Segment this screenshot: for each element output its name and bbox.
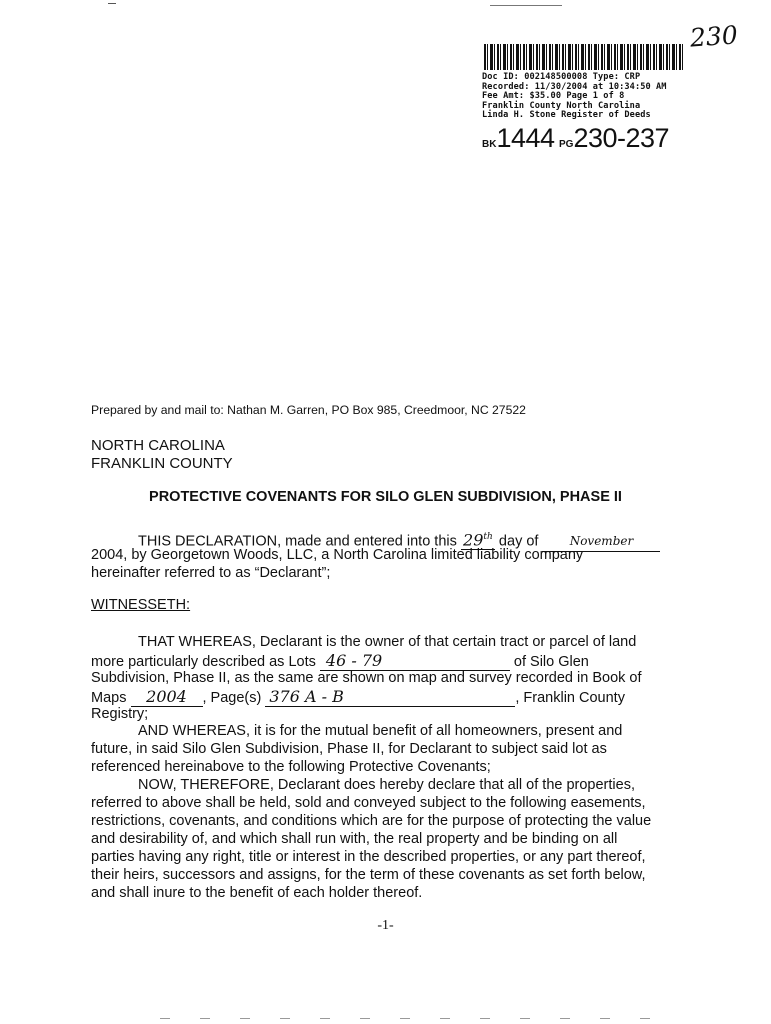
now-therefore-line-3: restrictions, covenants, and conditions which are for the purpose of protecting the value [91, 813, 652, 829]
handwritten-map-book: 2004 [131, 688, 203, 707]
declaration-line-2: 2004, by Georgetown Woods, LLC, a North Carolina limited liability company [91, 547, 584, 563]
now-therefore-line-2: referred to above shall be held, sold and conveyed subject to the following easements, [91, 795, 646, 811]
declaration-line-3: hereinafter referred to as “Declarant”; [91, 565, 331, 581]
now-therefore-line-4: and desirability of, and which shall run with, the real property and be binding on all [91, 831, 618, 847]
fee-line: Fee Amt: $35.00 Page 1 of 8 [482, 91, 625, 102]
and-whereas-line-2: future, in said Silo Glen Subdivision, Phase II, for Declarant to subject said lot as [91, 741, 607, 757]
page-label: PG [558, 139, 574, 150]
doc-id-line: Doc ID: 002148500008 Type: CRP [482, 72, 641, 82]
now-therefore-line-5: parties having any right, title or interest in the described properties, or any part thereof, [91, 849, 646, 865]
recording-stamp [482, 73, 752, 121]
handwritten-map-pages: 376 A - B [265, 688, 515, 707]
scan-mark [108, 3, 116, 4]
jurisdiction [91, 437, 233, 473]
book-label: BK [482, 139, 497, 150]
and-whereas-line-1: AND WHEREAS, it is for the mutual benefit of all homeowners, present and [138, 723, 623, 739]
state-name: NORTH CAROLINA [91, 437, 225, 454]
now-therefore-line-1: NOW, THEREFORE, Declarant does hereby declare that all of the properties, [138, 777, 635, 793]
handwritten-day: 29th [461, 529, 495, 550]
and-whereas-line-3: referenced hereinabove to the following Protective Covenants; [91, 759, 491, 775]
whereas-line-2: more particularly described as Lots 46 - 79 of Silo Glen [91, 651, 589, 670]
now-therefore-line-7: and shall inure to the benefit of each holder thereof. [91, 885, 423, 901]
witnesseth-heading: WITNESSETH: [91, 597, 191, 613]
whereas-line-3: Subdivision, Phase II, as the same are shown on map and survey recorded in Book of [91, 670, 642, 686]
page-number: -1- [377, 918, 394, 933]
book-number: 1444 [496, 123, 555, 153]
barcode [484, 44, 684, 70]
scan-noise [160, 1018, 680, 1019]
whereas-line-1: THAT WHEREAS, Declarant is the owner of that certain tract or parcel of land [138, 634, 637, 650]
handwritten-page-number: 230 [689, 20, 739, 53]
recorded-line: Recorded: 11/30/2004 at 10:34:50 AM [482, 81, 667, 92]
page-range: 230-237 [573, 123, 670, 153]
county-line: Franklin County North Carolina [482, 100, 641, 111]
whereas-line-5: Registry; [91, 706, 149, 722]
county-name: FRANKLIN COUNTY [91, 455, 233, 472]
scan-line [490, 5, 562, 6]
register-line: Linda H. Stone Register of Deeds [482, 110, 651, 121]
whereas-line-4: Maps 2004 , Page(s) 376 A - B , Franklin County [91, 687, 625, 706]
document-title: PROTECTIVE COVENANTS FOR SILO GLEN SUBDIVISION, PHASE II [149, 489, 622, 505]
prepared-by: Prepared by and mail to: Nathan M. Garren, PO Box 985, Creedmoor, NC 27522 [91, 403, 526, 417]
handwritten-month: November [542, 533, 660, 552]
book-page-reference [482, 123, 669, 154]
now-therefore-line-6: their heirs, successors and assigns, for the term of these covenants as set forth below, [91, 867, 646, 883]
handwritten-lots: 46 - 79 [320, 652, 510, 671]
declaration-line-1: THIS DECLARATION, made and entered into this 29th day of November [138, 529, 660, 552]
